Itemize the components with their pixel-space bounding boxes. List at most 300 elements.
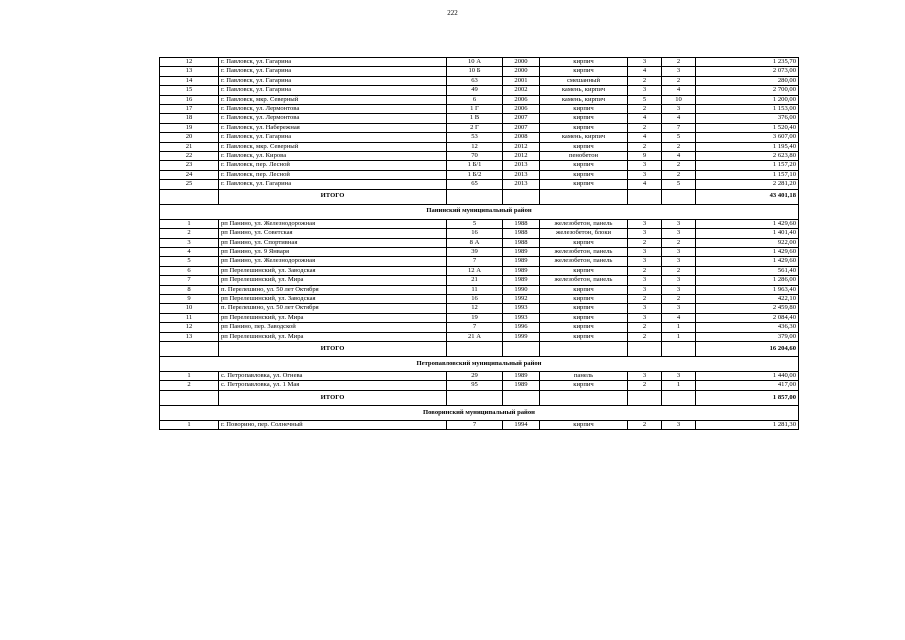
floors-cell: 4 xyxy=(628,114,662,123)
table-row xyxy=(160,381,799,390)
entrances-cell: 1 xyxy=(662,323,696,332)
address-cell: рп Панино, ул. Спортивная xyxy=(219,238,447,247)
table-row xyxy=(160,294,799,303)
address-cell: г. Павловск, ул. Гагарина xyxy=(219,67,447,76)
amount-cell: 1 429,60 xyxy=(696,257,799,266)
wall-material-cell: пенобетон xyxy=(540,152,628,161)
empty-cell xyxy=(503,189,540,204)
row-number-cell: 24 xyxy=(160,170,219,179)
empty-cell xyxy=(628,189,662,204)
entrances-cell: 3 xyxy=(662,229,696,238)
entrances-cell: 3 xyxy=(662,420,696,429)
house-number-cell: 10 А xyxy=(447,58,503,67)
year-cell: 1992 xyxy=(503,294,540,303)
empty-cell xyxy=(662,341,696,356)
table-row xyxy=(160,304,799,313)
year-cell: 2013 xyxy=(503,180,540,189)
wall-material-cell: кирпич xyxy=(540,323,628,332)
housing-register-table xyxy=(159,57,799,430)
floors-cell: 9 xyxy=(628,152,662,161)
amount-cell: 376,00 xyxy=(696,114,799,123)
row-number-cell: 2 xyxy=(160,381,219,390)
district-title-cell: Панинский муниципальный район xyxy=(160,204,799,219)
year-cell: 1989 xyxy=(503,266,540,275)
table-row xyxy=(160,161,799,170)
empty-cell xyxy=(503,341,540,356)
page-number: 222 xyxy=(447,9,458,17)
house-number-cell: 5 xyxy=(447,219,503,228)
address-cell: с. Петропавловка, ул. Огнева xyxy=(219,371,447,380)
floors-cell: 3 xyxy=(628,276,662,285)
house-number-cell: 63 xyxy=(447,76,503,85)
amount-cell: 2 073,00 xyxy=(696,67,799,76)
table-row xyxy=(160,219,799,228)
address-cell: г. Павловск, пер. Лесной xyxy=(219,161,447,170)
address-cell: г. Поворино, пер. Солнечный xyxy=(219,420,447,429)
table-row xyxy=(160,133,799,142)
table-row xyxy=(160,420,799,429)
wall-material-cell: кирпич xyxy=(540,114,628,123)
total-amount-cell: 43 401,18 xyxy=(696,189,799,204)
wall-material-cell: кирпич xyxy=(540,294,628,303)
floors-cell: 3 xyxy=(628,229,662,238)
wall-material-cell: камень, кирпич xyxy=(540,86,628,95)
amount-cell: 1 195,40 xyxy=(696,142,799,151)
wall-material-cell: кирпич xyxy=(540,238,628,247)
floors-cell: 2 xyxy=(628,294,662,303)
amount-cell: 2 700,00 xyxy=(696,86,799,95)
wall-material-cell: кирпич xyxy=(540,105,628,114)
address-cell: г. Павловск, мкр. Северный xyxy=(219,142,447,151)
year-cell: 2001 xyxy=(503,76,540,85)
house-number-cell: 1 Б/1 xyxy=(447,161,503,170)
address-cell: г. Павловск, ул. Гагарина xyxy=(219,133,447,142)
floors-cell: 2 xyxy=(628,420,662,429)
floors-cell: 3 xyxy=(628,257,662,266)
floors-cell: 2 xyxy=(628,105,662,114)
entrances-cell: 2 xyxy=(662,266,696,275)
floors-cell: 3 xyxy=(628,161,662,170)
year-cell: 1993 xyxy=(503,304,540,313)
row-number-cell: 23 xyxy=(160,161,219,170)
floors-cell: 2 xyxy=(628,123,662,132)
floors-cell: 2 xyxy=(628,142,662,151)
address-cell: рп Перелешинский, ул. Заводская xyxy=(219,294,447,303)
house-number-cell: 12 А xyxy=(447,266,503,275)
table-row xyxy=(160,114,799,123)
row-number-cell: 7 xyxy=(160,276,219,285)
house-number-cell: 1 Г xyxy=(447,105,503,114)
year-cell: 2007 xyxy=(503,123,540,132)
entrances-cell: 5 xyxy=(662,180,696,189)
wall-material-cell: кирпич xyxy=(540,67,628,76)
amount-cell: 2 459,80 xyxy=(696,304,799,313)
house-number-cell: 49 xyxy=(447,86,503,95)
empty-cell xyxy=(628,390,662,405)
house-number-cell: 7 xyxy=(447,257,503,266)
wall-material-cell: кирпич xyxy=(540,266,628,275)
row-number-cell: 1 xyxy=(160,219,219,228)
empty-cell xyxy=(447,390,503,405)
table-row xyxy=(160,266,799,275)
table-row xyxy=(160,247,799,256)
empty-cell xyxy=(540,390,628,405)
amount-cell: 2 281,20 xyxy=(696,180,799,189)
amount-cell: 2 623,80 xyxy=(696,152,799,161)
row-number-cell: 2 xyxy=(160,229,219,238)
entrances-cell: 2 xyxy=(662,170,696,179)
address-cell: г. Павловск, ул. Гагарина xyxy=(219,86,447,95)
year-cell: 2008 xyxy=(503,133,540,142)
total-label-cell: ИТОГО xyxy=(219,390,447,405)
house-number-cell: 39 xyxy=(447,247,503,256)
amount-cell: 417,00 xyxy=(696,381,799,390)
floors-cell: 3 xyxy=(628,170,662,179)
address-cell: г. Павловск, ул. Кирова xyxy=(219,152,447,161)
entrances-cell: 3 xyxy=(662,276,696,285)
year-cell: 2007 xyxy=(503,114,540,123)
wall-material-cell: кирпич xyxy=(540,170,628,179)
amount-cell: 1 286,00 xyxy=(696,276,799,285)
empty-cell xyxy=(662,189,696,204)
year-cell: 1993 xyxy=(503,313,540,322)
table-row xyxy=(160,58,799,67)
amount-cell: 1 440,00 xyxy=(696,371,799,380)
entrances-cell: 3 xyxy=(662,371,696,380)
amount-cell: 561,40 xyxy=(696,266,799,275)
table-row xyxy=(160,180,799,189)
table-row xyxy=(160,67,799,76)
wall-material-cell: кирпич xyxy=(540,161,628,170)
empty-cell xyxy=(540,341,628,356)
total-row xyxy=(160,341,799,356)
wall-material-cell: кирпич xyxy=(540,332,628,341)
empty-cell xyxy=(160,390,219,405)
floors-cell: 3 xyxy=(628,86,662,95)
year-cell: 1988 xyxy=(503,238,540,247)
address-cell: рп Панино, ул. 9 Января xyxy=(219,247,447,256)
floors-cell: 4 xyxy=(628,133,662,142)
row-number-cell: 10 xyxy=(160,304,219,313)
entrances-cell: 1 xyxy=(662,381,696,390)
floors-cell: 3 xyxy=(628,219,662,228)
year-cell: 2012 xyxy=(503,152,540,161)
amount-cell: 1 200,00 xyxy=(696,95,799,104)
entrances-cell: 7 xyxy=(662,123,696,132)
year-cell: 2002 xyxy=(503,86,540,95)
year-cell: 2000 xyxy=(503,67,540,76)
address-cell: рп Перелешинский, ул. Мира xyxy=(219,276,447,285)
address-cell: рп Панино, ул. Железнодорожная xyxy=(219,257,447,266)
empty-cell xyxy=(503,390,540,405)
amount-cell: 436,30 xyxy=(696,323,799,332)
house-number-cell: 10 Б xyxy=(447,67,503,76)
row-number-cell: 5 xyxy=(160,257,219,266)
floors-cell: 2 xyxy=(628,76,662,85)
house-number-cell: 95 xyxy=(447,381,503,390)
row-number-cell: 12 xyxy=(160,58,219,67)
house-number-cell: 2 Г xyxy=(447,123,503,132)
total-label-cell: ИТОГО xyxy=(219,189,447,204)
amount-cell: 1 429,60 xyxy=(696,219,799,228)
row-number-cell: 18 xyxy=(160,114,219,123)
table-row xyxy=(160,170,799,179)
empty-cell xyxy=(447,341,503,356)
floors-cell: 2 xyxy=(628,332,662,341)
row-number-cell: 20 xyxy=(160,133,219,142)
table-row xyxy=(160,276,799,285)
wall-material-cell: железобетон, панель xyxy=(540,219,628,228)
year-cell: 1989 xyxy=(503,371,540,380)
wall-material-cell: кирпич xyxy=(540,381,628,390)
floors-cell: 3 xyxy=(628,285,662,294)
amount-cell: 922,00 xyxy=(696,238,799,247)
wall-material-cell: кирпич xyxy=(540,58,628,67)
floors-cell: 5 xyxy=(628,95,662,104)
amount-cell: 1 281,30 xyxy=(696,420,799,429)
entrances-cell: 3 xyxy=(662,285,696,294)
entrances-cell: 4 xyxy=(662,86,696,95)
house-number-cell: 53 xyxy=(447,133,503,142)
wall-material-cell: кирпич xyxy=(540,123,628,132)
year-cell: 1988 xyxy=(503,219,540,228)
row-number-cell: 13 xyxy=(160,332,219,341)
house-number-cell: 12 xyxy=(447,304,503,313)
floors-cell: 3 xyxy=(628,247,662,256)
empty-cell xyxy=(160,341,219,356)
wall-material-cell: кирпич xyxy=(540,180,628,189)
table-row xyxy=(160,142,799,151)
year-cell: 1989 xyxy=(503,247,540,256)
empty-cell xyxy=(540,189,628,204)
district-title-cell: Петропавловский муниципальный район xyxy=(160,356,799,371)
floors-cell: 3 xyxy=(628,313,662,322)
row-number-cell: 1 xyxy=(160,420,219,429)
address-cell: рп Панино, ул. Железнодорожная xyxy=(219,219,447,228)
table-row xyxy=(160,371,799,380)
entrances-cell: 4 xyxy=(662,114,696,123)
house-number-cell: 12 xyxy=(447,142,503,151)
wall-material-cell: кирпич xyxy=(540,285,628,294)
floors-cell: 2 xyxy=(628,323,662,332)
wall-material-cell: железобетон, панель xyxy=(540,247,628,256)
house-number-cell: 29 xyxy=(447,371,503,380)
amount-cell: 1 520,40 xyxy=(696,123,799,132)
total-row xyxy=(160,189,799,204)
house-number-cell: 19 xyxy=(447,313,503,322)
entrances-cell: 2 xyxy=(662,294,696,303)
amount-cell: 3 607,00 xyxy=(696,133,799,142)
entrances-cell: 4 xyxy=(662,313,696,322)
wall-material-cell: кирпич xyxy=(540,420,628,429)
empty-cell xyxy=(447,189,503,204)
year-cell: 2006 xyxy=(503,105,540,114)
address-cell: г. Павловск, пер. Лесной xyxy=(219,170,447,179)
amount-cell: 379,00 xyxy=(696,332,799,341)
amount-cell: 1 963,40 xyxy=(696,285,799,294)
row-number-cell: 11 xyxy=(160,313,219,322)
floors-cell: 2 xyxy=(628,238,662,247)
row-number-cell: 13 xyxy=(160,67,219,76)
house-number-cell: 1 В xyxy=(447,114,503,123)
wall-material-cell: кирпич xyxy=(540,313,628,322)
address-cell: г. Павловск, ул. Лермонтова xyxy=(219,114,447,123)
floors-cell: 4 xyxy=(628,67,662,76)
year-cell: 2012 xyxy=(503,142,540,151)
floors-cell: 2 xyxy=(628,381,662,390)
year-cell: 1990 xyxy=(503,285,540,294)
wall-material-cell: кирпич xyxy=(540,304,628,313)
entrances-cell: 3 xyxy=(662,67,696,76)
district-title-cell: Поворинский муниципальный район xyxy=(160,405,799,420)
address-cell: г. Павловск, ул. Гагарина xyxy=(219,180,447,189)
table-row xyxy=(160,238,799,247)
address-cell: рп Панино, ул. Советская xyxy=(219,229,447,238)
year-cell: 1989 xyxy=(503,257,540,266)
entrances-cell: 2 xyxy=(662,161,696,170)
total-label-cell: ИТОГО xyxy=(219,341,447,356)
house-number-cell: 1 Б/2 xyxy=(447,170,503,179)
row-number-cell: 25 xyxy=(160,180,219,189)
row-number-cell: 15 xyxy=(160,86,219,95)
year-cell: 1989 xyxy=(503,276,540,285)
amount-cell: 422,10 xyxy=(696,294,799,303)
total-amount-cell: 1 857,00 xyxy=(696,390,799,405)
entrances-cell: 5 xyxy=(662,133,696,142)
address-cell: г. Павловск, ул. Лермонтова xyxy=(219,105,447,114)
wall-material-cell: камень, кирпич xyxy=(540,133,628,142)
amount-cell: 1 157,20 xyxy=(696,161,799,170)
house-number-cell: 21 А xyxy=(447,332,503,341)
row-number-cell: 16 xyxy=(160,95,219,104)
total-row xyxy=(160,390,799,405)
year-cell: 1996 xyxy=(503,323,540,332)
address-cell: п. Перелешино, ул. 50 лет Октября xyxy=(219,285,447,294)
entrances-cell: 3 xyxy=(662,304,696,313)
table-row xyxy=(160,229,799,238)
total-amount-cell: 16 204,60 xyxy=(696,341,799,356)
year-cell: 1994 xyxy=(503,420,540,429)
house-number-cell: 65 xyxy=(447,180,503,189)
row-number-cell: 17 xyxy=(160,105,219,114)
entrances-cell: 2 xyxy=(662,142,696,151)
table-row xyxy=(160,152,799,161)
amount-cell: 1 235,70 xyxy=(696,58,799,67)
address-cell: г. Павловск, ул. Гагарина xyxy=(219,58,447,67)
address-cell: рп Панино, пер. Заводской xyxy=(219,323,447,332)
year-cell: 2013 xyxy=(503,170,540,179)
row-number-cell: 22 xyxy=(160,152,219,161)
row-number-cell: 6 xyxy=(160,266,219,275)
house-number-cell: 6 xyxy=(447,95,503,104)
address-cell: г. Павловск, ул. Набережная xyxy=(219,123,447,132)
wall-material-cell: железобетон, панель xyxy=(540,257,628,266)
district-header-row xyxy=(160,204,799,219)
entrances-cell: 2 xyxy=(662,76,696,85)
wall-material-cell: смешанный xyxy=(540,76,628,85)
house-number-cell: 11 xyxy=(447,285,503,294)
wall-material-cell: панель xyxy=(540,371,628,380)
wall-material-cell: камень, кирпич xyxy=(540,95,628,104)
empty-cell xyxy=(628,341,662,356)
row-number-cell: 3 xyxy=(160,238,219,247)
entrances-cell: 3 xyxy=(662,257,696,266)
table-row xyxy=(160,95,799,104)
year-cell: 1988 xyxy=(503,229,540,238)
address-cell: с. Петропавловка, ул. 1 Мая xyxy=(219,381,447,390)
row-number-cell: 19 xyxy=(160,123,219,132)
amount-cell: 1 157,10 xyxy=(696,170,799,179)
empty-cell xyxy=(662,390,696,405)
row-number-cell: 12 xyxy=(160,323,219,332)
district-header-row xyxy=(160,405,799,420)
year-cell: 2006 xyxy=(503,95,540,104)
amount-cell: 280,00 xyxy=(696,76,799,85)
wall-material-cell: железобетон, панель xyxy=(540,276,628,285)
entrances-cell: 2 xyxy=(662,58,696,67)
row-number-cell: 9 xyxy=(160,294,219,303)
year-cell: 2013 xyxy=(503,161,540,170)
table-row xyxy=(160,257,799,266)
address-cell: рп Перелешинский, ул. Заводская xyxy=(219,266,447,275)
table-row xyxy=(160,285,799,294)
floors-cell: 4 xyxy=(628,180,662,189)
table-row xyxy=(160,76,799,85)
house-number-cell: 16 xyxy=(447,294,503,303)
empty-cell xyxy=(160,189,219,204)
floors-cell: 2 xyxy=(628,266,662,275)
row-number-cell: 14 xyxy=(160,76,219,85)
year-cell: 1999 xyxy=(503,332,540,341)
amount-cell: 1 153,00 xyxy=(696,105,799,114)
floors-cell: 3 xyxy=(628,371,662,380)
entrances-cell: 2 xyxy=(662,238,696,247)
entrances-cell: 1 xyxy=(662,332,696,341)
house-number-cell: 16 xyxy=(447,229,503,238)
table-row xyxy=(160,123,799,132)
row-number-cell: 8 xyxy=(160,285,219,294)
entrances-cell: 4 xyxy=(662,152,696,161)
address-cell: г. Павловск, ул. Гагарина xyxy=(219,76,447,85)
house-number-cell: 7 xyxy=(447,420,503,429)
address-cell: г. Павловск, мкр. Северный xyxy=(219,95,447,104)
row-number-cell: 1 xyxy=(160,371,219,380)
table-row xyxy=(160,323,799,332)
address-cell: п. Перелешино, ул. 50 лет Октября xyxy=(219,304,447,313)
entrances-cell: 10 xyxy=(662,95,696,104)
row-number-cell: 4 xyxy=(160,247,219,256)
house-number-cell: 21 xyxy=(447,276,503,285)
row-number-cell: 21 xyxy=(160,142,219,151)
year-cell: 1989 xyxy=(503,381,540,390)
table-row xyxy=(160,105,799,114)
wall-material-cell: кирпич xyxy=(540,142,628,151)
floors-cell: 3 xyxy=(628,58,662,67)
table-row xyxy=(160,313,799,322)
floors-cell: 3 xyxy=(628,304,662,313)
district-header-row xyxy=(160,356,799,371)
address-cell: рп Перелешинский, ул. Мира xyxy=(219,332,447,341)
amount-cell: 2 084,40 xyxy=(696,313,799,322)
year-cell: 2000 xyxy=(503,58,540,67)
house-number-cell: 8 А xyxy=(447,238,503,247)
entrances-cell: 3 xyxy=(662,105,696,114)
house-number-cell: 7 xyxy=(447,323,503,332)
table-row xyxy=(160,332,799,341)
house-number-cell: 70 xyxy=(447,152,503,161)
table-row xyxy=(160,86,799,95)
entrances-cell: 3 xyxy=(662,247,696,256)
